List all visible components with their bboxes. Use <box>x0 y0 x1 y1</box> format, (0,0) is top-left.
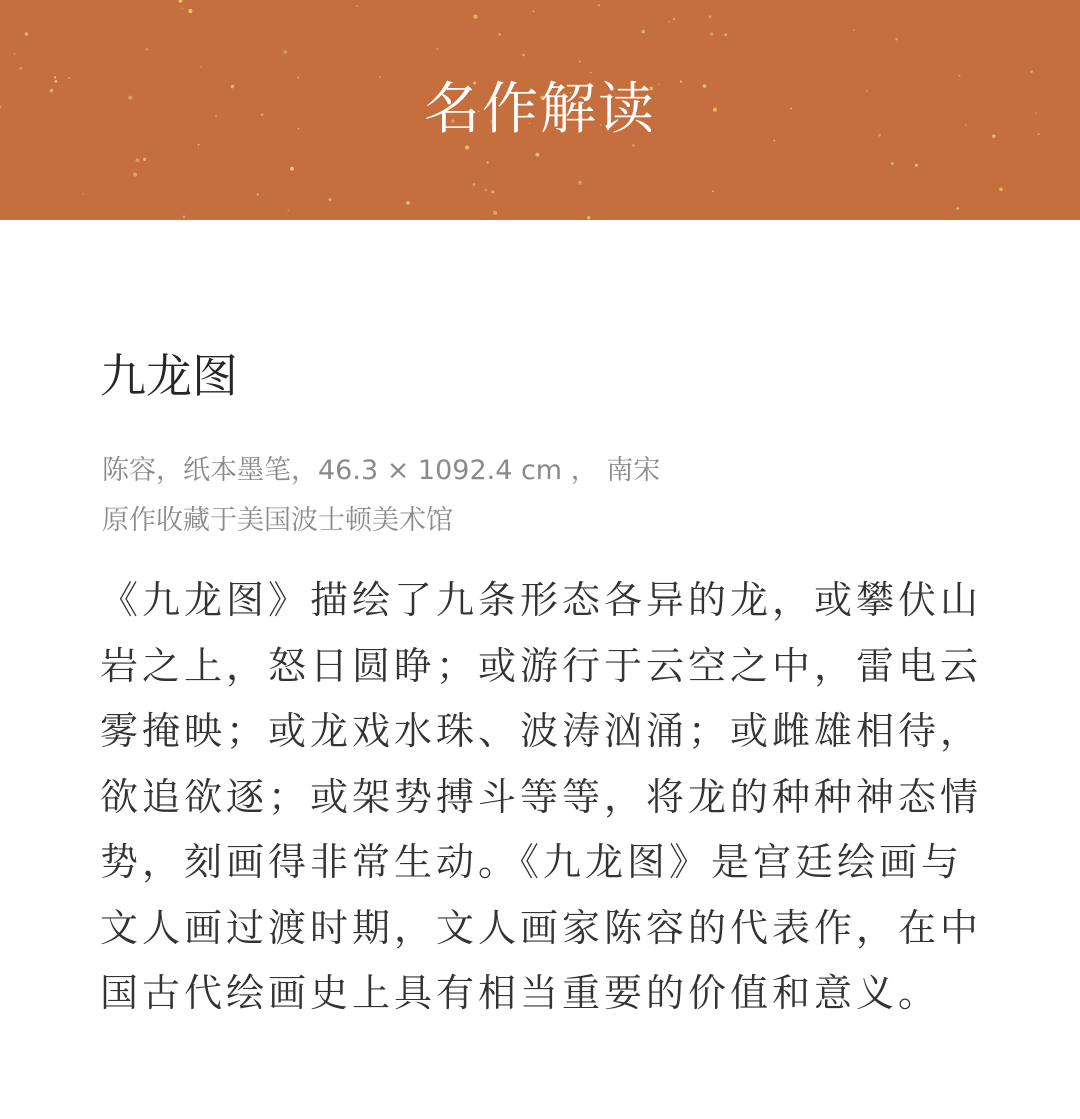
gold-speckle <box>532 10 534 12</box>
gold-speckle <box>25 32 28 35</box>
gold-speckle <box>135 158 139 162</box>
artwork-collection: 原作收藏于美国波士顿美术馆 <box>102 505 453 536</box>
gold-speckle <box>146 48 149 51</box>
gold-speckle <box>356 5 357 6</box>
gold-speckle <box>522 54 524 56</box>
gold-speckle <box>19 67 22 70</box>
gold-speckle <box>642 30 645 33</box>
gold-speckle <box>183 215 186 218</box>
gold-speckle <box>668 21 669 22</box>
gold-speckle <box>473 14 477 18</box>
gold-speckle <box>133 172 137 176</box>
gold-speckle <box>578 181 582 185</box>
gold-speckle <box>712 190 714 192</box>
gold-speckle <box>895 38 897 40</box>
gold-speckle <box>491 190 494 193</box>
artwork-medium-size-era: 陈容，纸本墨笔，46.3 × 1092.4 cm ， 南宋 <box>102 455 661 486</box>
gold-speckle <box>498 33 501 36</box>
gold-speckle <box>853 29 855 31</box>
gold-speckle <box>201 66 202 67</box>
gold-speckle <box>493 211 497 215</box>
gold-speckle <box>579 60 581 62</box>
gold-speckle <box>473 183 476 186</box>
gold-speckle <box>915 164 918 167</box>
gold-speckle <box>598 4 600 6</box>
gold-speckle <box>999 188 1003 192</box>
gold-speckle <box>436 48 438 50</box>
gold-speckle <box>188 9 192 13</box>
gold-speckle <box>673 18 676 21</box>
gold-speckle <box>587 216 590 219</box>
gold-speckle <box>179 0 183 3</box>
artwork-meta <box>102 446 660 546</box>
gold-speckle <box>287 210 288 211</box>
gold-speckle <box>710 32 713 35</box>
gold-speckle <box>891 162 894 165</box>
gold-speckle <box>14 53 16 55</box>
gold-speckle <box>406 201 410 205</box>
gold-speckle <box>486 161 488 163</box>
gold-speckle <box>143 158 146 161</box>
gold-speckle <box>957 207 959 209</box>
gold-speckle <box>83 193 84 194</box>
gold-speckle <box>256 193 259 196</box>
gold-speckle <box>328 198 331 201</box>
gold-speckle <box>283 50 287 54</box>
gold-speckle <box>536 153 540 157</box>
gold-speckle <box>485 189 488 192</box>
gold-speckle <box>290 167 294 171</box>
artwork-description: 《九龙图》描绘了九条形态各异的龙，或攀伏山岩之上，怒日圆睁；或游行于云空之中，雷电云雾掩映；或龙戏水珠、波涛汹涌；或雌雄相待，欲追欲逐；或架势搏斗等等，将龙的种种神态情势，刻画得非常生动。《九龙图》是宫廷绘画与文人画过渡时期，文人画家陈容的代表作，在中国古代绘画史上具有相当重要的价值和意义。 <box>100 578 983 1015</box>
gold-speckle <box>465 145 469 149</box>
gold-speckle <box>724 33 727 36</box>
gold-speckle <box>709 15 712 18</box>
banner-title: 名作解读 <box>424 77 656 142</box>
gold-speckle <box>181 7 182 8</box>
artwork-title: 九龙图 <box>100 349 238 403</box>
gold-speckle <box>1030 70 1033 73</box>
header-banner <box>0 0 1080 220</box>
